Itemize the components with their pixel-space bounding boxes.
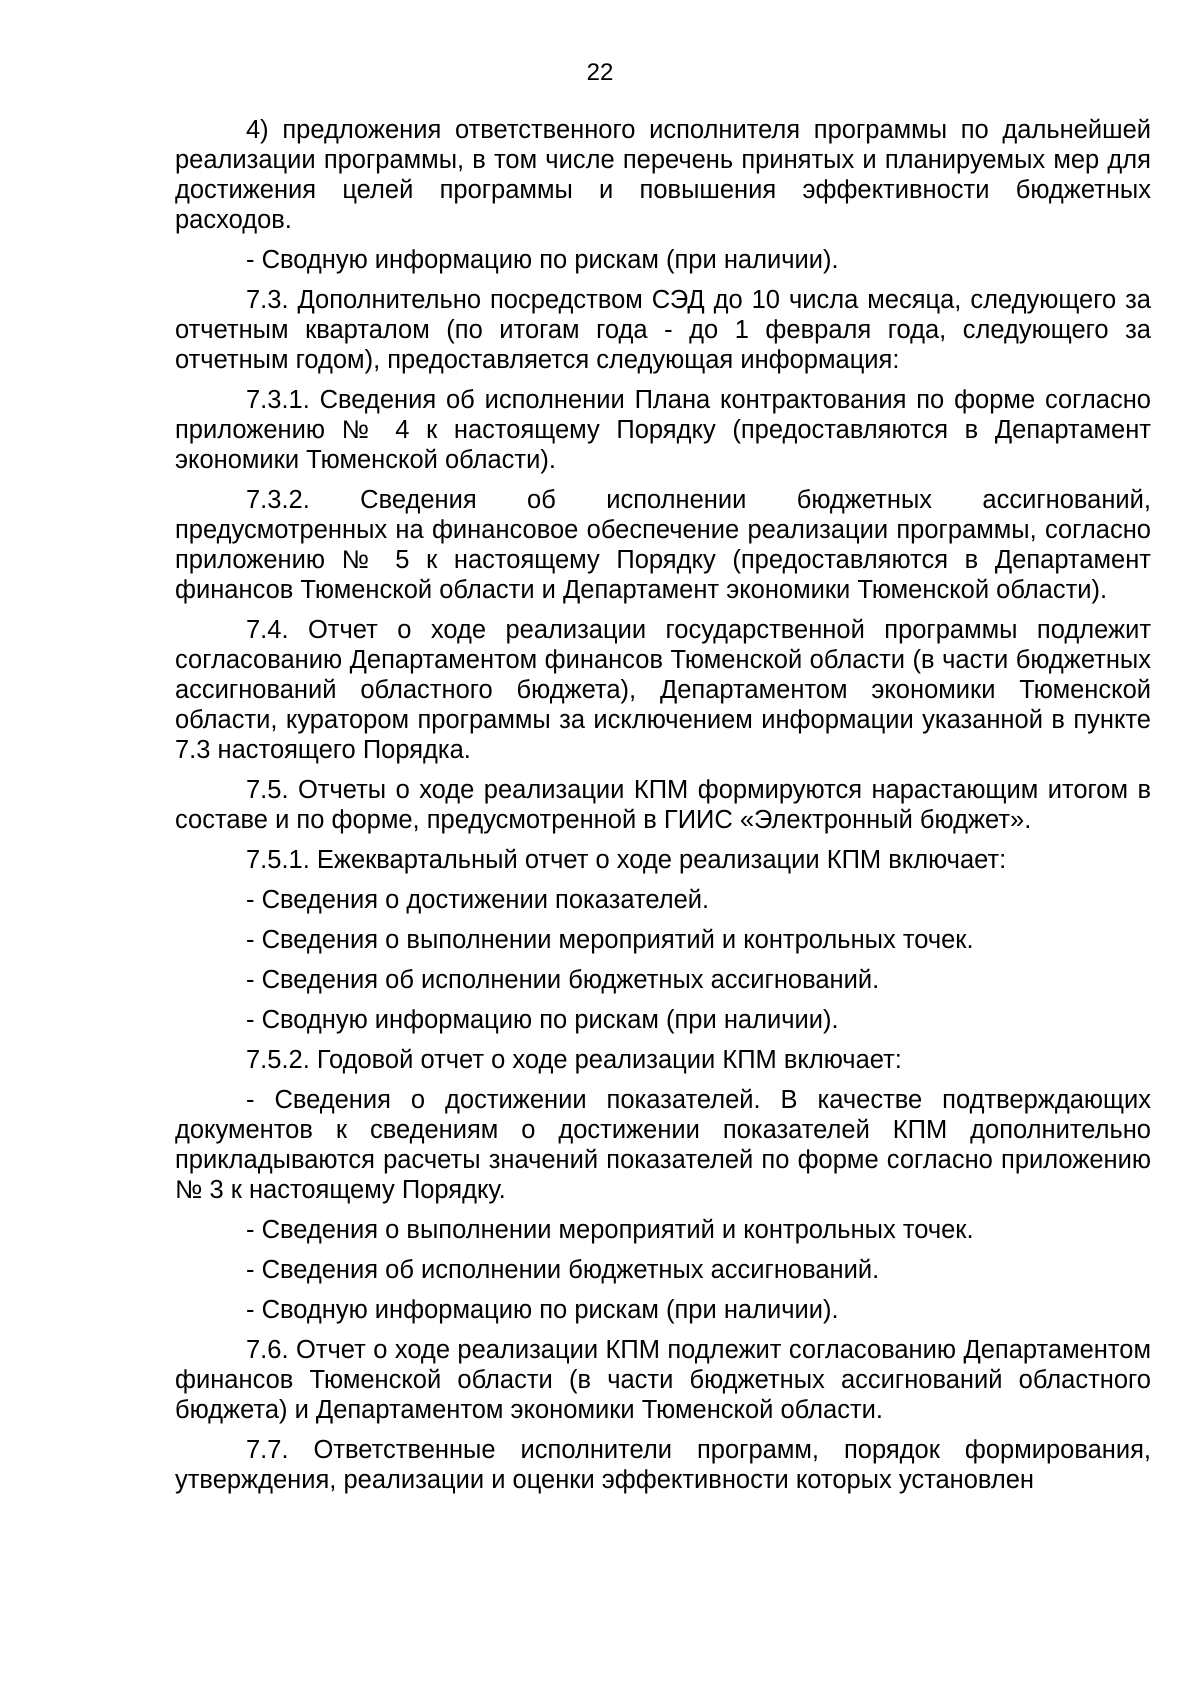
list-item-risk-summary: - Сводную информацию по рискам (при наличии). xyxy=(246,246,839,274)
paragraph-7-5-2: 7.5.2. Годовой отчет о ходе реализации КПМ включает: xyxy=(246,1046,902,1074)
list-item-risk-summary: - Сводную информацию по рискам (при наличии). xyxy=(246,1296,839,1324)
paragraph-7-4: 7.4. Отчет о ходе реализации государственной программы подлежит согласованию Департаментом финансов Тюменской области (в части бюджетных ассигнований областного бюджета), Департаментом экономики Тюменской области, куратором программы за исключением информации указанной в пункте 7.3 настоящего Порядка. xyxy=(175,616,1151,764)
list-item-budget: - Сведения об исполнении бюджетных ассигнований. xyxy=(246,1256,880,1284)
paragraph-7-7: 7.7. Ответственные исполнители программ, порядок формирования, утверждения, реализации и оценки эффективности которых установлен xyxy=(175,1436,1151,1494)
paragraph-7-3-1: 7.3.1. Сведения об исполнении Плана контрактования по форме согласно приложению № 4 к настоящему Порядку (предоставляются в Департамент экономики Тюменской области). xyxy=(175,386,1151,474)
list-item-risk-summary: - Сводную информацию по рискам (при наличии). xyxy=(246,1006,839,1034)
list-item-budget: - Сведения об исполнении бюджетных ассигнований. xyxy=(246,966,880,994)
list-item-indicators-annual: - Сведения о достижении показателей. В качестве подтверждающих документов к сведениям о достижении показателей КПМ дополнительно прикладываются расчеты значений показателей по форме согласно приложению № 3 к настоящему Порядку. xyxy=(175,1086,1151,1204)
paragraph-7-5: 7.5. Отчеты о ходе реализации КПМ формируются нарастающим итогом в составе и по форме, предусмотренной в ГИИС «Электронный бюджет». xyxy=(175,776,1151,834)
paragraph-7-3-2: 7.3.2. Сведения об исполнении бюджетных ассигнований, предусмотренных на финансовое обеспечение реализации программы, согласно приложению № 5 к настоящему Порядку (предоставляются в Департамент финансов Тюменской области и Департамент экономики Тюменской области). xyxy=(175,486,1151,604)
document-body xyxy=(175,115,1151,1505)
list-item-activities: - Сведения о выполнении мероприятий и контрольных точек. xyxy=(246,926,974,954)
list-item-activities: - Сведения о выполнении мероприятий и контрольных точек. xyxy=(246,1216,974,1244)
paragraph-proposals: 4) предложения ответственного исполнителя программы по дальнейшей реализации программы, в том числе перечень принятых и планируемых мер для достижения целей программы и повышения эффективности бюджетных расходов. xyxy=(175,116,1151,234)
list-item-indicators: - Сведения о достижении показателей. xyxy=(246,886,710,914)
paragraph-7-5-1: 7.5.1. Ежеквартальный отчет о ходе реализации КПМ включает: xyxy=(246,846,1007,874)
page-number: 22 xyxy=(586,59,614,86)
paragraph-7-3: 7.3. Дополнительно посредством СЭД до 10 числа месяца, следующего за отчетным кварталом (по итогам года - до 1 февраля года, следующего за отчетным годом), предоставляется следующая информация: xyxy=(175,286,1151,374)
paragraph-7-6: 7.6. Отчет о ходе реализации КПМ подлежит согласованию Департаментом финансов Тюменской области (в части бюджетных ассигнований областного бюджета) и Департаментом экономики Тюменской области. xyxy=(175,1336,1151,1424)
